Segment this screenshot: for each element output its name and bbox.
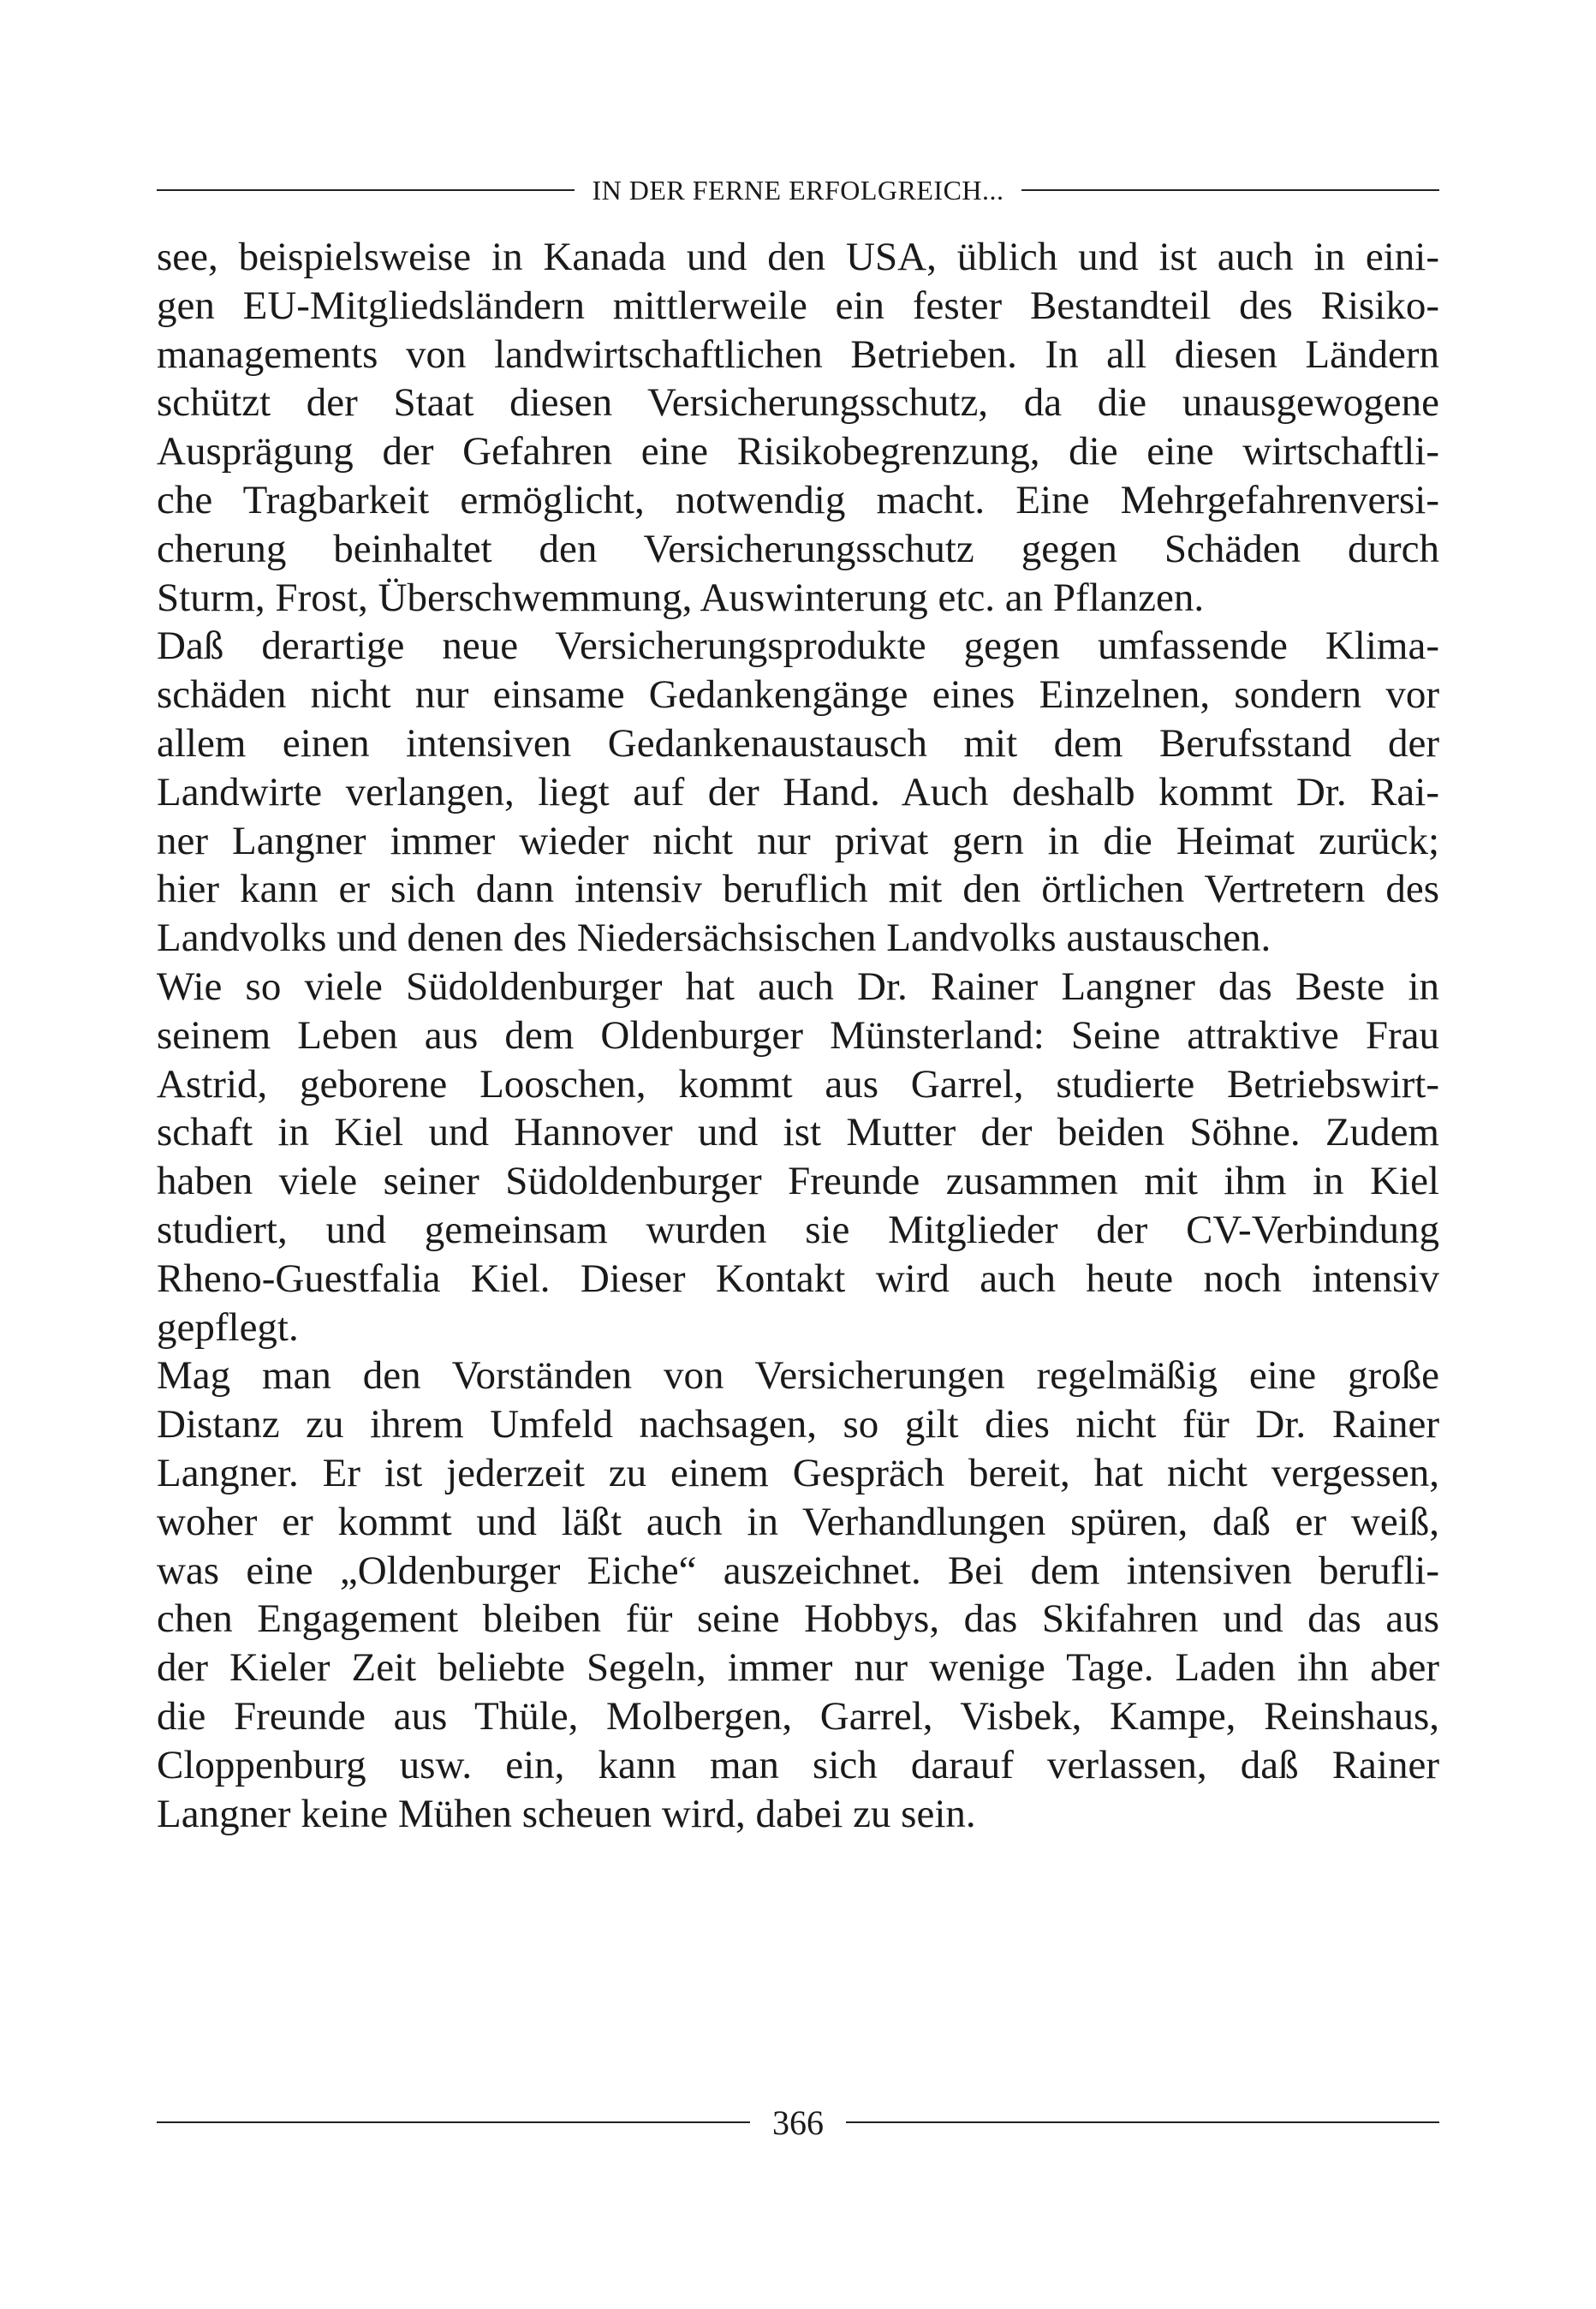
text-line: Wie so viele Südoldenburger hat auch Dr. Rainer Langner das Beste in (157, 964, 1439, 1009)
text-line: die Freunde aus Thüle, Molbergen, Garrel, Visbek, Kampe, Reinshaus, (157, 1693, 1439, 1739)
text-line: Landvolks und denen des Niedersächsischen Landvolks austauschen. (157, 916, 1271, 961)
text-line: ner Langner immer wieder nicht nur privat gern in die Heimat zurück; (157, 818, 1439, 863)
text-line: Ausprägung der Gefahren eine Risikobegrenzung, die eine wirtschaftli- (157, 429, 1439, 474)
running-head-rule-left (157, 189, 575, 191)
text-line: gen EU-Mitgliedsländern mittlerweile ein fester Bestandteil des Risiko- (157, 283, 1439, 328)
paragraph-4 (157, 1351, 1439, 1838)
page-number: 366 (772, 2103, 824, 2142)
text-line: gepflegt. (157, 1304, 299, 1350)
footer-rule-left (157, 2121, 750, 2123)
text-line: was eine „Oldenburger Eiche“ auszeichnet. Bei dem intensiven berufli- (157, 1548, 1439, 1593)
text-line: Mag man den Vorständen von Versicherungen regelmäßig eine große (157, 1353, 1439, 1399)
text-line: managements von landwirtschaftlichen Betrieben. In all diesen Ländern (157, 331, 1439, 377)
text-line: allem einen intensiven Gedankenaustausch mit dem Berufsstand der (157, 720, 1439, 766)
running-head-rule-right (1021, 189, 1439, 191)
paragraph-3 (157, 963, 1439, 1351)
text-line: Sturm, Frost, Überschwemmung, Auswinterung etc. an Pflanzen. (157, 575, 1205, 620)
text-line: Landwirte verlangen, liegt auf der Hand. Auch deshalb kommt Dr. Rai- (157, 769, 1439, 814)
text-line: schäden nicht nur einsame Gedankengänge eines Einzelnen, sondern vor (157, 672, 1439, 718)
footer-rule-right (846, 2121, 1439, 2123)
text-line: studiert, und gemeinsam wurden sie Mitglieder der CV-Verbindung (157, 1207, 1439, 1252)
running-head (157, 170, 1439, 211)
text-line: cherung beinhaltet den Versicherungsschutz gegen Schäden durch (157, 526, 1439, 571)
text-line: schaft in Kiel und Hannover und ist Mutter der beiden Söhne. Zudem (157, 1110, 1439, 1155)
text-line: haben viele seiner Südoldenburger Freunde zusammen mit ihm in Kiel (157, 1159, 1439, 1204)
paragraph-1 (157, 233, 1439, 622)
text-line: seinem Leben aus dem Oldenburger Münsterland: Seine attraktive Frau (157, 1012, 1439, 1058)
text-line: see, beispielsweise in Kanada und den USA, üblich und ist auch in eini- (157, 235, 1439, 279)
body-text (157, 233, 1439, 1838)
running-head-title: IN DER FERNE ERFOLGREICH... (592, 174, 1004, 206)
text-line: Daß derartige neue Versicherungsprodukte gegen umfassende Klima- (157, 623, 1439, 669)
text-line: Rheno-Guestfalia Kiel. Dieser Kontakt wird auch heute noch intensiv (157, 1256, 1439, 1301)
page-footer (157, 2097, 1439, 2148)
text-line: Langner keine Mühen scheuen wird, dabei zu sein. (157, 1791, 976, 1836)
text-line: Cloppenburg usw. ein, kann man sich darauf verlassen, daß Rainer (157, 1742, 1439, 1787)
text-line: der Kieler Zeit beliebte Segeln, immer nur wenige Tage. Laden ihn aber (157, 1645, 1439, 1691)
text-line: schützt der Staat diesen Versicherungsschutz, da die unausgewogene (157, 380, 1439, 426)
text-line: hier kann er sich dann intensiv beruflich mit den örtlichen Vertretern des (157, 867, 1439, 912)
paragraph-2 (157, 622, 1439, 963)
text-line: Distanz zu ihrem Umfeld nachsagen, so gilt dies nicht für Dr. Rainer (157, 1402, 1439, 1447)
text-line: chen Engagement bleiben für seine Hobbys, das Skifahren und das aus (157, 1596, 1439, 1642)
text-line: Langner. Er ist jederzeit zu einem Gespräch bereit, hat nicht vergessen, (157, 1450, 1439, 1495)
text-line: woher er kommt und läßt auch in Verhandlungen spüren, daß er weiß, (157, 1499, 1439, 1544)
text-line: che Tragbarkeit ermöglicht, notwendig macht. Eine Mehrgefahrenversi- (157, 477, 1439, 522)
text-line: Astrid, geborene Looschen, kommt aus Garrel, studierte Betriebswirt- (157, 1061, 1439, 1107)
